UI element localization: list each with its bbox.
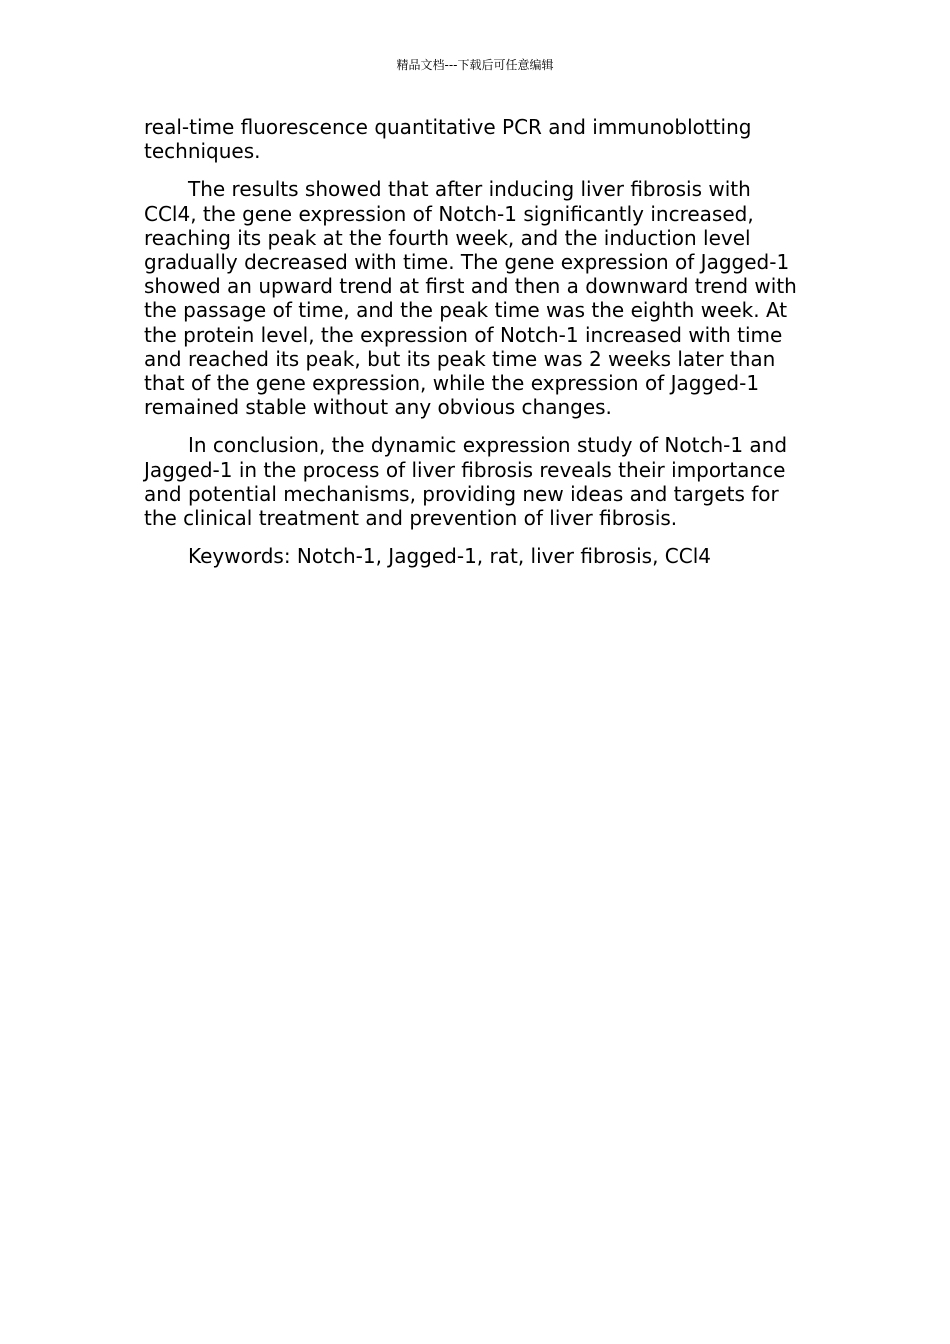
paragraph-continuation: real-time fluorescence quantitative PCR and immunoblotting techniques. xyxy=(144,115,752,164)
document-body xyxy=(144,115,806,582)
paragraph-conclusion: In conclusion, the dynamic expression study of Notch-1 and Jagged-1 in the process of liver fibrosis reveals their importance and potential mechanisms, providing new ideas and targets for the clinical treatment and prevention of liver fibrosis. xyxy=(144,433,788,531)
page-header xyxy=(0,57,950,73)
paragraph-results: The results showed that after inducing liver fibrosis with CCl4, the gene expression of Notch-1 significantly increased, reaching its peak at the fourth week, and the induction level gradually decreased with time. The gene expression of Jagged-1 showed an upward trend at first and then a downward trend with the passage of time, and the peak time was the eighth week. At the protein level, the expression of Notch-1 increased with time and reached its peak, but its peak time was 2 weeks later than that of the gene expression, while the expression of Jagged-1 remained stable without any obvious changes. xyxy=(144,177,797,420)
paragraph-keywords: Keywords: Notch-1, Jagged-1, rat, liver fibrosis, CCl4 xyxy=(188,544,712,569)
header-text: 精品文档---下载后可任意编辑 xyxy=(396,58,554,72)
